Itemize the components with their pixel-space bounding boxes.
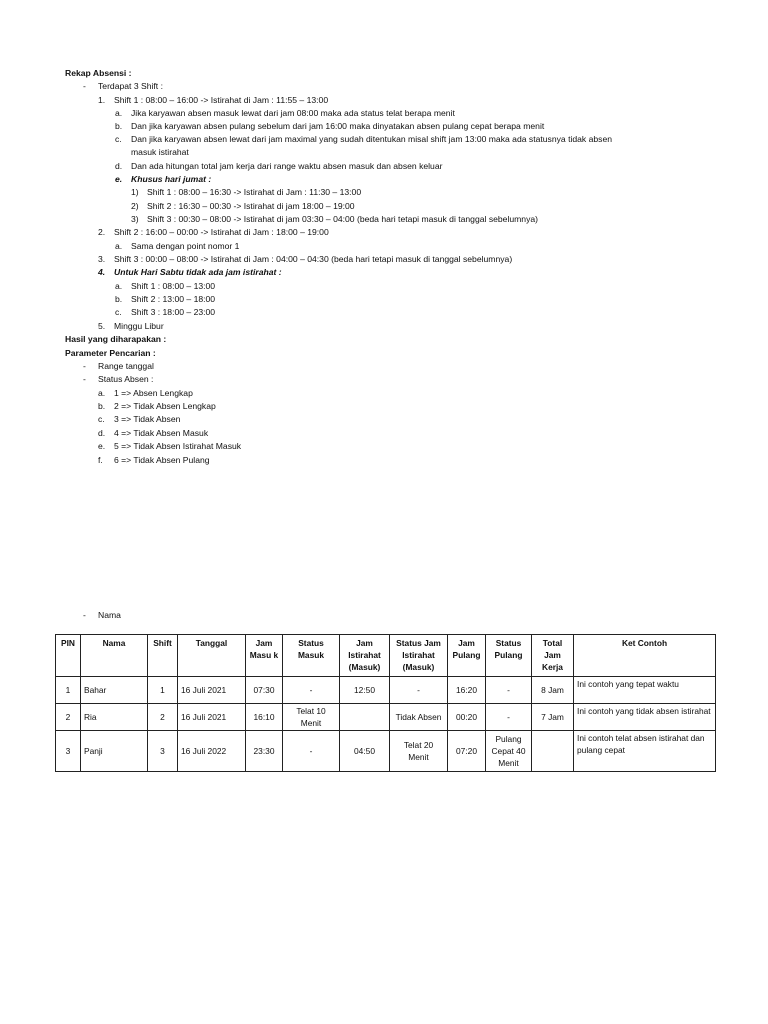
table-cell: 23:30 xyxy=(246,731,283,772)
sabtu-item: Shift 2 : 13:00 – 18:00 xyxy=(131,294,216,304)
table-cell: 16 Juli 2022 xyxy=(178,731,246,772)
column-header: Jam Masu k xyxy=(246,635,283,677)
sabtu-marker: a. xyxy=(115,281,123,291)
table-cell: 04:50 xyxy=(340,731,390,772)
table-cell: - xyxy=(283,731,340,772)
table-cell: 7 Jam xyxy=(532,703,574,731)
shift-number: 1. xyxy=(98,95,106,105)
table-cell: Telat 20 Menit xyxy=(390,731,448,772)
jumat-heading: Khusus hari jumat : xyxy=(131,174,212,184)
rule-marker: a. xyxy=(115,241,123,251)
table-cell: 1 xyxy=(56,677,81,704)
column-header: Tanggal xyxy=(178,635,246,677)
table-row xyxy=(56,677,716,704)
jumat-item: Shift 2 : 16:30 – 00:30 -> Istirahat di jam 18:00 – 19:00 xyxy=(147,201,355,211)
table-cell: 16 Juli 2021 xyxy=(178,677,246,704)
table-header-row xyxy=(56,635,716,677)
dash-bullet: - xyxy=(83,374,86,384)
status-marker: f. xyxy=(98,455,103,465)
table-row xyxy=(56,703,716,731)
column-header: Shift xyxy=(148,635,178,677)
table-cell: - xyxy=(486,703,532,731)
jumat-marker: 3) xyxy=(131,214,139,224)
table-cell: 16:20 xyxy=(448,677,486,704)
table-cell: 00:20 xyxy=(448,703,486,731)
table-cell: 12:50 xyxy=(340,677,390,704)
sabtu-marker: c. xyxy=(115,307,122,317)
table-cell: Tidak Absen xyxy=(390,703,448,731)
table-cell: 16:10 xyxy=(246,703,283,731)
rule-marker: a. xyxy=(115,108,123,118)
table-cell: Pulang Cepat 40 Menit xyxy=(486,731,532,772)
table-cell xyxy=(340,703,390,731)
table-cell: Ini contoh yang tidak absen istirahat xyxy=(574,703,716,731)
column-header: Status Pulang xyxy=(486,635,532,677)
status-item: 6 => Tidak Absen Pulang xyxy=(114,455,210,465)
shift-1-text: Shift 1 : 08:00 – 16:00 -> Istirahat di Jam : 11:55 – 13:00 xyxy=(114,95,329,105)
dash-bullet: - xyxy=(83,81,86,91)
shift-3-text: Shift 3 : 00:00 – 08:00 -> Istirahat di Jam : 04:00 – 04:30 (beda hari tetapi masuk di tanggal sebelumnya) xyxy=(114,254,513,264)
table-cell: Ini contoh yang tepat waktu xyxy=(574,677,716,704)
column-header: Jam Istirahat (Masuk) xyxy=(340,635,390,677)
column-header: PIN xyxy=(56,635,81,677)
jumat-marker: 1) xyxy=(131,187,139,197)
shift-number: 3. xyxy=(98,254,106,264)
dash-bullet: - xyxy=(83,361,86,371)
rule-marker: b. xyxy=(115,121,123,131)
rule-text-continued: masuk istirahat xyxy=(131,147,189,157)
column-header: Status Masuk xyxy=(283,635,340,677)
table-cell: Telat 10 Menit xyxy=(283,703,340,731)
status-item: 5 => Tidak Absen Istirahat Masuk xyxy=(114,441,242,451)
table-cell: 07:20 xyxy=(448,731,486,772)
rekap-table xyxy=(55,634,716,772)
column-header: Status Jam Istirahat (Masuk) xyxy=(390,635,448,677)
column-header: Jam Pulang xyxy=(448,635,486,677)
sabtu-item: Shift 3 : 18:00 – 23:00 xyxy=(131,307,216,317)
status-item: 1 => Absen Lengkap xyxy=(114,388,193,398)
parameter-heading: Parameter Pencarian : xyxy=(65,348,156,358)
table-cell: 1 xyxy=(148,677,178,704)
status-marker: b. xyxy=(98,401,106,411)
table-cell: Ria xyxy=(81,703,148,731)
table-cell: - xyxy=(486,677,532,704)
status-item: 2 => Tidak Absen Lengkap xyxy=(114,401,216,411)
table-cell: 2 xyxy=(56,703,81,731)
table-cell: 3 xyxy=(148,731,178,772)
status-marker: c. xyxy=(98,414,105,424)
table-cell: 16 Juli 2021 xyxy=(178,703,246,731)
shift-number: 4. xyxy=(98,267,106,277)
hasil-heading: Hasil yang diharapakan : xyxy=(65,334,167,344)
rule-text: Dan jika karyawan absen lewat dari jam maximal yang sudah ditentukan misal shift jam 13:00 maka ada statusnya tidak absen xyxy=(131,134,613,144)
rule-text: Dan jika karyawan absen pulang sebelum dari jam 16:00 maka dinyatakan absen pulang cepat berapa menit xyxy=(131,121,545,131)
table-cell: - xyxy=(390,677,448,704)
table-cell: 2 xyxy=(148,703,178,731)
jumat-marker: 2) xyxy=(131,201,139,211)
status-marker: a. xyxy=(98,388,106,398)
table-cell xyxy=(532,731,574,772)
dash-bullet: - xyxy=(83,610,86,620)
column-header: Nama xyxy=(81,635,148,677)
table-cell: Panji xyxy=(81,731,148,772)
status-item: 3 => Tidak Absen xyxy=(114,414,181,424)
column-header: Total Jam Kerja xyxy=(532,635,574,677)
jumat-item: Shift 1 : 08:00 – 16:30 -> Istirahat di Jam : 11:30 – 13:00 xyxy=(147,187,362,197)
rule-marker: d. xyxy=(115,161,123,171)
status-item: 4 => Tidak Absen Masuk xyxy=(114,428,209,438)
minggu-text: Minggu Libur xyxy=(114,321,164,331)
status-marker: d. xyxy=(98,428,106,438)
param-item: Range tanggal xyxy=(98,361,154,371)
table-cell: Ini contoh telat absen istirahat dan pulang cepat xyxy=(574,731,716,772)
sabtu-heading: Untuk Hari Sabtu tidak ada jam istirahat : xyxy=(114,267,282,277)
nama-label: Nama xyxy=(98,610,121,620)
column-header: Ket Contoh xyxy=(574,635,716,677)
param-item: Status Absen : xyxy=(98,374,154,384)
table-cell: 3 xyxy=(56,731,81,772)
table-cell: 8 Jam xyxy=(532,677,574,704)
table-cell: Bahar xyxy=(81,677,148,704)
shift-2-note: Sama dengan point nomor 1 xyxy=(131,241,240,251)
sabtu-marker: b. xyxy=(115,294,123,304)
table-cell: - xyxy=(283,677,340,704)
document-title: Rekap Absensi : xyxy=(65,68,132,78)
rule-marker: e. xyxy=(115,174,123,184)
rule-text: Dan ada hitungan total jam kerja dari range waktu absen masuk dan absen keluar xyxy=(131,161,443,171)
table-row xyxy=(56,731,716,772)
shift-2-text: Shift 2 : 16:00 – 00:00 -> Istirahat di Jam : 18:00 – 19:00 xyxy=(114,227,329,237)
status-marker: e. xyxy=(98,441,106,451)
shift-number: 2. xyxy=(98,227,106,237)
rule-text: Jika karyawan absen masuk lewat dari jam 08:00 maka ada status telat berapa menit xyxy=(131,108,455,118)
sabtu-item: Shift 1 : 08:00 – 13:00 xyxy=(131,281,216,291)
table-cell: 07:30 xyxy=(246,677,283,704)
jumat-item: Shift 3 : 00:30 – 08:00 -> Istirahat di jam 03:30 – 04:00 (beda hari tetapi masuk di tanggal sebelumnya) xyxy=(147,214,539,224)
rule-marker: c. xyxy=(115,134,122,144)
intro-text: Terdapat 3 Shift : xyxy=(98,81,163,91)
shift-number: 5. xyxy=(98,321,106,331)
